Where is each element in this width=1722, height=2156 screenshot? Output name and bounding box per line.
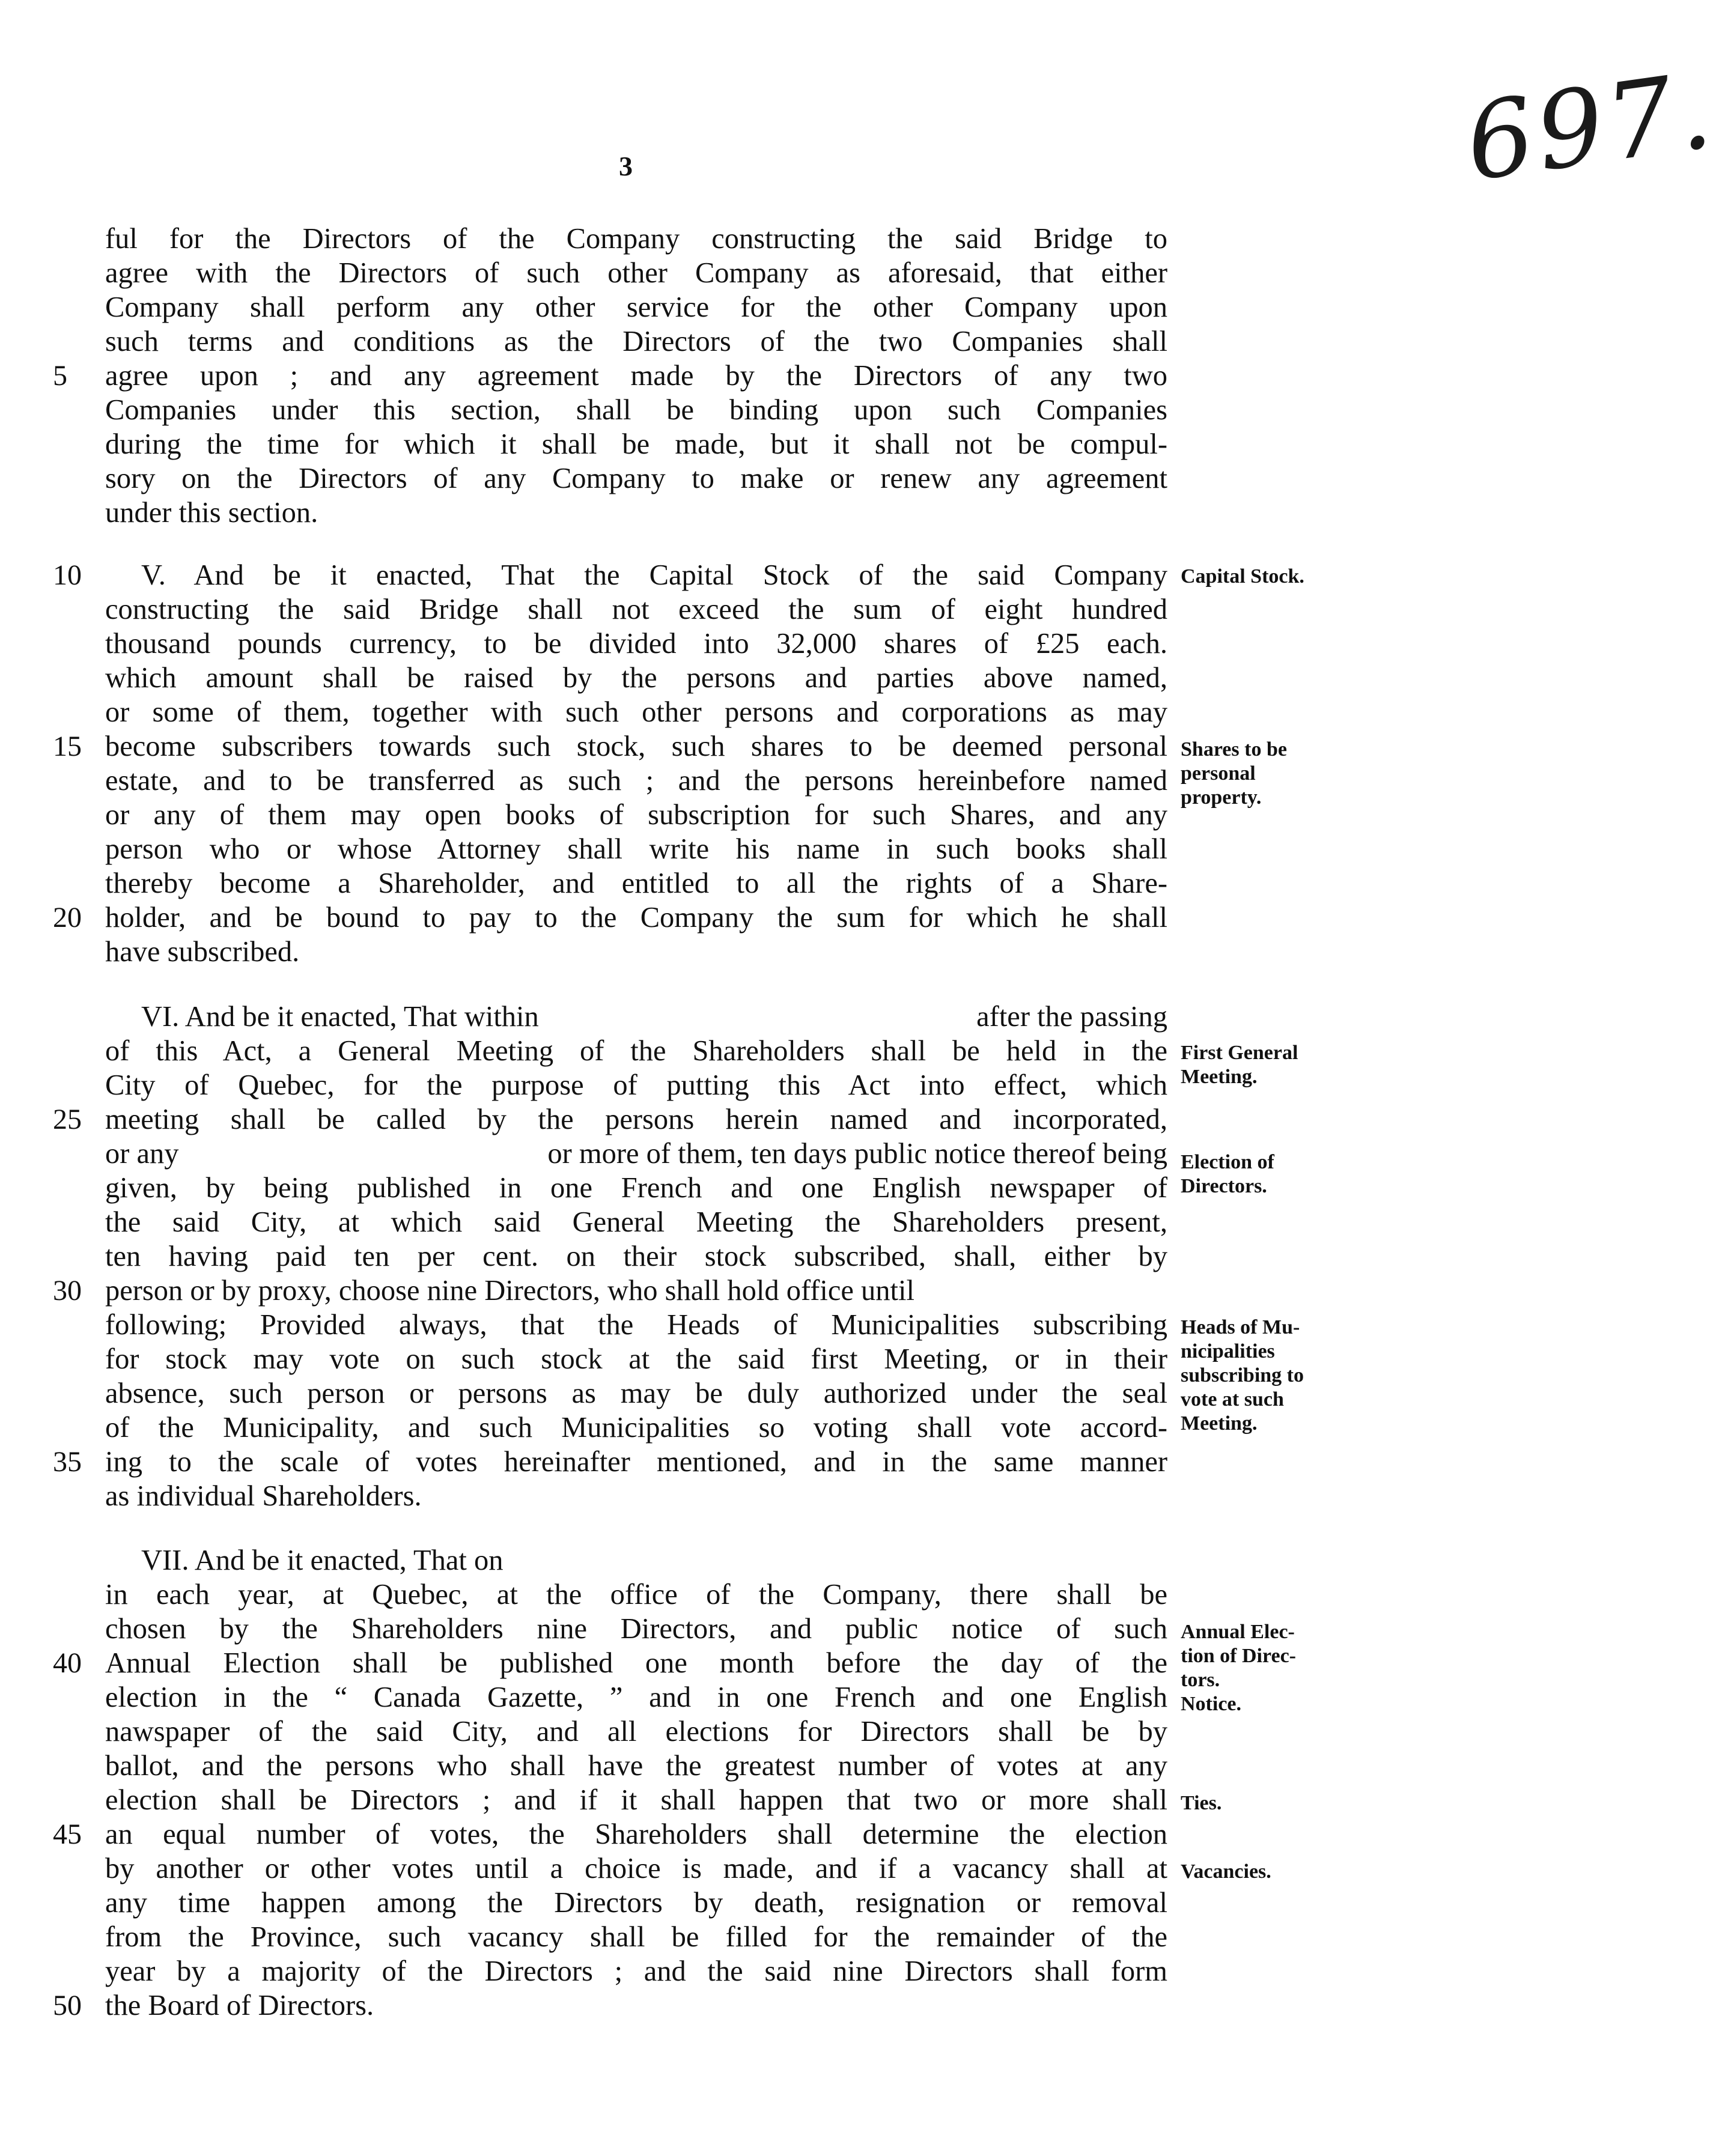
margin-note: [1181, 1620, 1296, 1716]
text-line-content: election in the “ Canada Gazette, ” and in one French and one English: [105, 1681, 1167, 1713]
text-line: [105, 1715, 1167, 1749]
text-line-content: holder, and be bound to pay to the Company the sum for which he shall: [105, 902, 1167, 934]
line-number: 45: [53, 1818, 82, 1850]
text-line: [105, 1852, 1167, 1886]
margin-note-line: nicipalities: [1181, 1340, 1275, 1362]
line-number: 20: [53, 902, 82, 934]
text-line: [105, 1240, 1167, 1274]
text-line-content: of this Act, a General Meeting of the Shareholders shall be held in the: [105, 1035, 1167, 1067]
text-line: [105, 1034, 1167, 1068]
text-line-content: have subscribed.: [105, 936, 300, 968]
text-line: [105, 1343, 1167, 1376]
text-line: [105, 257, 1167, 290]
text-line-content: ing to the scale of votes hereinafter mentioned, and in the same manner: [105, 1446, 1167, 1478]
text-line-content: ballot, and the persons who shall have the greatest number of votes at any: [105, 1750, 1167, 1782]
text-line: [105, 1647, 1167, 1680]
text-line: [105, 1818, 1167, 1851]
text-line: [105, 1308, 1167, 1342]
text-line-content: City of Quebec, for the purpose of putting this Act into effect, which: [105, 1069, 1167, 1101]
line-number: 5: [53, 360, 67, 392]
text-line-content: chosen by the Shareholders nine Directors, and public notice of such: [105, 1613, 1167, 1645]
text-line: [105, 593, 1167, 627]
text-line-content: which amount shall be raised by the persons and parties above named,: [105, 662, 1167, 694]
text-line-content: the Board of Directors.: [105, 1990, 374, 2021]
text-line: [105, 867, 1167, 900]
text-line: [105, 428, 1167, 461]
text-line-content: meeting shall be called by the persons herein named and incorporated,: [105, 1104, 1167, 1135]
text-line: [105, 798, 1167, 832]
text-line-content: Company shall perform any other service for the other Company upon: [105, 291, 1167, 323]
margin-note-line: Capital Stock.: [1181, 565, 1304, 588]
text-line: [105, 291, 1167, 324]
text-line-content: person who or whose Attorney shall write his name in such books shall: [105, 833, 1167, 865]
line-number: 25: [53, 1104, 82, 1135]
line-number: 35: [53, 1446, 82, 1478]
margin-note: [1181, 1041, 1298, 1089]
text-line: [105, 1411, 1167, 1445]
margin-note-line: Vacancies.: [1181, 1860, 1271, 1883]
line-number: 40: [53, 1647, 82, 1679]
text-line-content: V. And be it enacted, That the Capital Stock of the said Company: [141, 559, 1167, 591]
text-line-content: thereby become a Shareholder, and entitled to all the rights of a Share-: [105, 867, 1167, 899]
text-line: [105, 627, 1167, 661]
margin-note-line: subscribing to: [1181, 1364, 1304, 1386]
text-line: [105, 661, 1167, 695]
text-line: [105, 1103, 1167, 1137]
text-line-content: from the Province, such vacancy shall be filled for the remainder of the: [105, 1921, 1167, 1953]
text-line: [105, 1171, 1167, 1205]
text-line-content: person or by proxy, choose nine Directors, who shall hold office until: [105, 1275, 914, 1307]
text-line: [105, 1955, 1167, 1988]
text-line-content: under this section.: [105, 497, 318, 529]
margin-note: [1181, 1150, 1274, 1198]
text-line: [105, 1445, 1167, 1479]
margin-note-line: Meeting.: [1181, 1412, 1258, 1435]
margin-note-line: Notice.: [1181, 1693, 1242, 1715]
margin-note-line: Heads of Mu-: [1181, 1316, 1300, 1338]
text-line: [105, 696, 1167, 729]
text-line-content: nawspaper of the said City, and all elections for Directors shall be by: [105, 1716, 1167, 1748]
text-line-content: or any: [105, 1138, 179, 1170]
text-line: [105, 496, 1167, 530]
text-line-content: agree with the Directors of such other Company as aforesaid, that either: [105, 257, 1167, 289]
line-number: 10: [53, 559, 82, 591]
page-number: 3: [619, 151, 633, 181]
text-line: [105, 833, 1167, 866]
text-line: [105, 1612, 1167, 1646]
text-line: [105, 764, 1167, 798]
text-line-content: absence, such person or persons as may be duly authorized under the seal: [105, 1377, 1167, 1409]
text-line-content: election shall be Directors ; and if it shall happen that two or more shall: [105, 1784, 1167, 1816]
margin-note-line: First General: [1181, 1042, 1298, 1064]
text-line-content: thousand pounds currency, to be divided into 32,000 shares of £25 each.: [105, 628, 1167, 660]
text-line: [105, 730, 1167, 764]
margin-note: [1181, 738, 1287, 810]
text-line: [105, 462, 1167, 496]
text-line-content: ten having paid ten per cent. on their stock subscribed, shall, either by: [105, 1240, 1167, 1272]
margin-note-line: property.: [1181, 786, 1262, 809]
text-line: [105, 1578, 1167, 1612]
margin-note-line: Annual Elec-: [1181, 1621, 1295, 1643]
margin-note-line: tion of Direc-: [1181, 1645, 1296, 1667]
text-line: [105, 325, 1167, 359]
text-line-content: given, by being published in one French and one English newspaper of: [105, 1172, 1167, 1204]
margin-note-line: vote at such: [1181, 1388, 1284, 1411]
text-line: [141, 1544, 1167, 1578]
margin-note: [1181, 1791, 1222, 1815]
text-fragment: or more of them, ten days public notice thereof being: [547, 1138, 1167, 1170]
text-line: [105, 1921, 1167, 1954]
margin-note-line: Ties.: [1181, 1792, 1222, 1814]
text-line: [105, 1206, 1167, 1239]
margin-note-line: Shares to be: [1181, 738, 1287, 761]
text-line-content: year by a majority of the Directors ; and the said nine Directors shall form: [105, 1955, 1167, 1987]
text-line-content: as individual Shareholders.: [105, 1480, 422, 1512]
text-line: [105, 1886, 1167, 1920]
text-line-content: in each year, at Quebec, at the office of the Company, there shall be: [105, 1579, 1167, 1611]
text-line: [105, 1274, 1167, 1308]
margin-note-line: personal: [1181, 762, 1256, 785]
text-line-content: ful for the Directors of the Company constructing the said Bridge to: [105, 223, 1167, 255]
margin-note-line: Directors.: [1181, 1175, 1267, 1197]
text-line: [105, 935, 1167, 969]
text-line-content: sory on the Directors of any Company to make or renew any agreement: [105, 463, 1167, 494]
text-line-content: for stock may vote on such stock at the said first Meeting, or in their: [105, 1343, 1167, 1375]
text-line-content: following; Provided always, that the Heads of Municipalities subscribing: [105, 1309, 1167, 1341]
text-line-content: any time happen among the Directors by death, resignation or removal: [105, 1887, 1167, 1919]
text-line-content: constructing the said Bridge shall not exceed the sum of eight hundred: [105, 594, 1167, 625]
text-line: [105, 1989, 1167, 2023]
text-line-content: or any of them may open books of subscription for such Shares, and any: [105, 799, 1167, 831]
text-line-content: VI. And be it enacted, That within: [141, 1001, 539, 1033]
text-line-content: by another or other votes until a choice is made, and if a vacancy shall at: [105, 1853, 1167, 1884]
text-line-content: Companies under this section, shall be binding upon such Companies: [105, 394, 1167, 426]
margin-note-line: tors.: [1181, 1669, 1220, 1691]
margin-note-line: Meeting.: [1181, 1066, 1258, 1088]
text-line: [141, 559, 1167, 592]
text-line-content: an equal number of votes, the Shareholders shall determine the election: [105, 1818, 1167, 1850]
text-line-content: of the Municipality, and such Municipalities so voting shall vote accord-: [105, 1412, 1167, 1444]
text-line-content: such terms and conditions as the Directors of the two Companies shall: [105, 326, 1167, 357]
text-line: [105, 1749, 1167, 1783]
text-fragment: after the passing: [976, 1001, 1167, 1033]
text-line-content: the said City, at which said General Meeting the Shareholders present,: [105, 1206, 1167, 1238]
text-line-content: or some of them, together with such other persons and corporations as may: [105, 696, 1167, 728]
line-number: 15: [53, 730, 82, 762]
margin-note: [1181, 1860, 1271, 1884]
handwritten-folio: 697.: [1458, 49, 1722, 205]
text-line: [105, 1377, 1167, 1411]
text-line: [105, 1784, 1167, 1817]
line-number: 30: [53, 1275, 82, 1307]
margin-note-line: Election of: [1181, 1151, 1274, 1173]
text-line: [105, 1681, 1167, 1714]
margin-note: [1181, 1316, 1304, 1436]
text-line: [105, 1069, 1167, 1102]
text-line-content: Annual Election shall be published one month before the day of the: [105, 1647, 1167, 1679]
margin-note: [1181, 565, 1304, 589]
text-line: [105, 393, 1167, 427]
text-line-content: during the time for which it shall be made, but it shall not be compul-: [105, 428, 1167, 460]
text-line-content: agree upon ; and any agreement made by the Directors of any two: [105, 360, 1167, 392]
text-line: [105, 222, 1167, 256]
line-number: 50: [53, 1990, 82, 2021]
text-line: [105, 359, 1167, 393]
text-line-content: estate, and to be transferred as such ; and the persons hereinbefore named: [105, 765, 1167, 797]
text-line-content: VII. And be it enacted, That on: [141, 1544, 504, 1576]
text-line: [105, 901, 1167, 935]
text-line-content: become subscribers towards such stock, such shares to be deemed personal: [105, 730, 1167, 762]
text-line: [105, 1480, 1167, 1513]
